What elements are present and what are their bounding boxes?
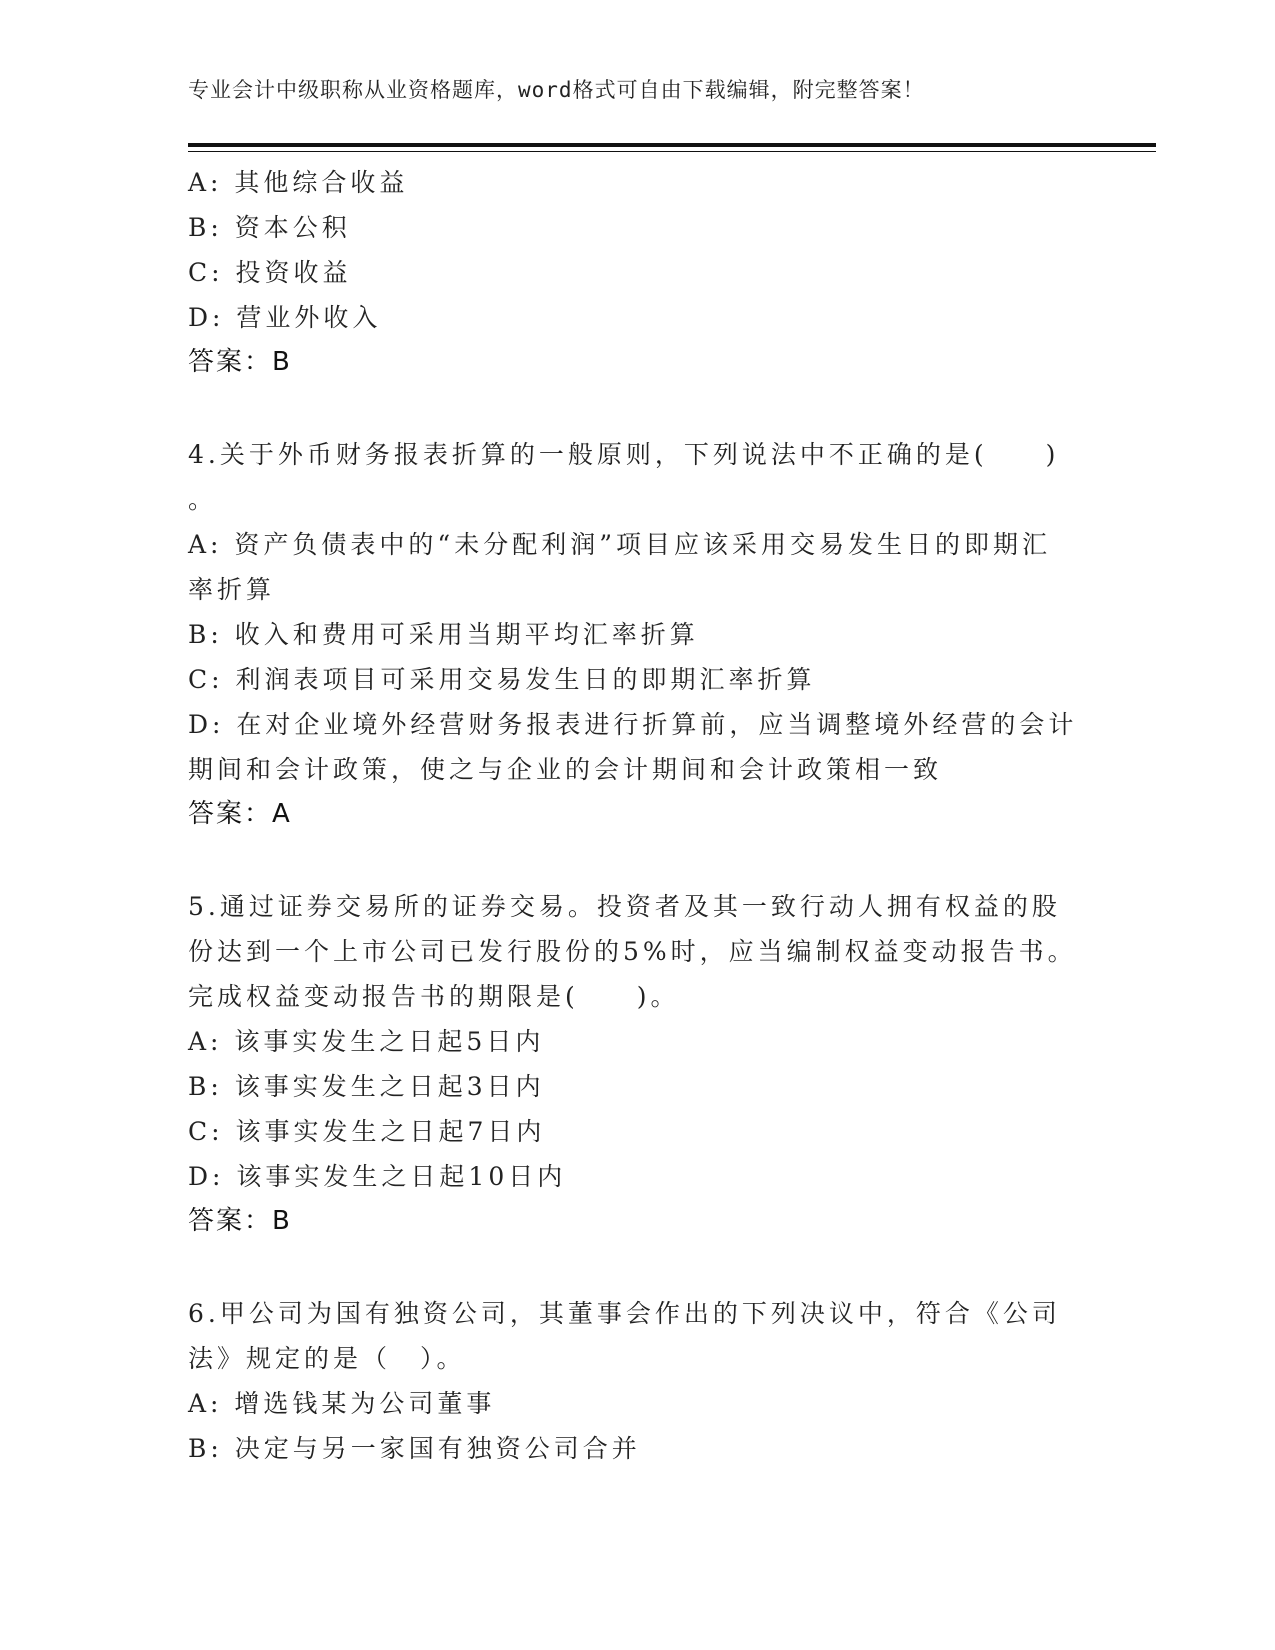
question-6 bbox=[188, 1291, 1088, 1471]
answer-line: 答案：B bbox=[188, 347, 292, 377]
question-stem: 4.关于外币财务报表折算的一般原则，下列说法中不正确的是( ) bbox=[188, 440, 1060, 469]
question-stem: 法》规定的是（ ）。 bbox=[188, 1344, 466, 1373]
option-d-continued: 期间和会计政策，使之与企业的会计期间和会计政策相一致 bbox=[188, 755, 943, 784]
option-a: A: 资产负债表中的“未分配利润”项目应该采用交易发生日的即期汇 bbox=[188, 530, 1051, 559]
question-list bbox=[188, 160, 1088, 1471]
header-rule-thick bbox=[188, 143, 1156, 147]
option-c: C: 利润表项目可采用交易发生日的即期汇率折算 bbox=[188, 665, 816, 694]
option-d: D: 该事实发生之日起10日内 bbox=[188, 1162, 567, 1191]
option-a-continued: 率折算 bbox=[188, 575, 276, 604]
question-stem: 完成权益变动报告书的期限是( )。 bbox=[188, 982, 680, 1011]
question-stem: 份达到一个上市公司已发行股份的5%时，应当编制权益变动报告书。 bbox=[188, 937, 1077, 966]
answer-line: 答案：B bbox=[188, 1206, 292, 1236]
question-stem: 。 bbox=[188, 485, 218, 514]
header-rule-thin bbox=[188, 151, 1156, 152]
answer-line: 答案：A bbox=[188, 799, 292, 829]
option-b: B: 该事实发生之日起3日内 bbox=[188, 1072, 545, 1101]
option-a: A: 其他综合收益 bbox=[188, 168, 409, 197]
question-3 bbox=[188, 160, 1088, 385]
question-4 bbox=[188, 432, 1088, 837]
question-5 bbox=[188, 884, 1088, 1244]
option-b: B: 决定与另一家国有独资公司合并 bbox=[188, 1434, 641, 1463]
option-b: B: 收入和费用可采用当期平均汇率折算 bbox=[188, 620, 699, 649]
option-d: D: 营业外收入 bbox=[188, 303, 382, 332]
option-c: C: 该事实发生之日起7日内 bbox=[188, 1117, 546, 1146]
option-d: D: 在对企业境外经营财务报表进行折算前，应当调整境外经营的会计 bbox=[188, 710, 1078, 739]
option-c: C: 投资收益 bbox=[188, 258, 352, 287]
question-stem: 5.通过证券交易所的证券交易。投资者及其一致行动人拥有权益的股 bbox=[188, 892, 1061, 921]
option-a: A: 增选钱某为公司董事 bbox=[188, 1389, 496, 1418]
option-a: A: 该事实发生之日起5日内 bbox=[188, 1027, 545, 1056]
option-b: B: 资本公积 bbox=[188, 213, 351, 242]
page-header: 专业会计中级职称从业资格题库，word格式可自由下载编辑，附完整答案！ bbox=[188, 78, 925, 102]
question-stem: 6.甲公司为国有独资公司，其董事会作出的下列决议中，符合《公司 bbox=[188, 1299, 1061, 1328]
